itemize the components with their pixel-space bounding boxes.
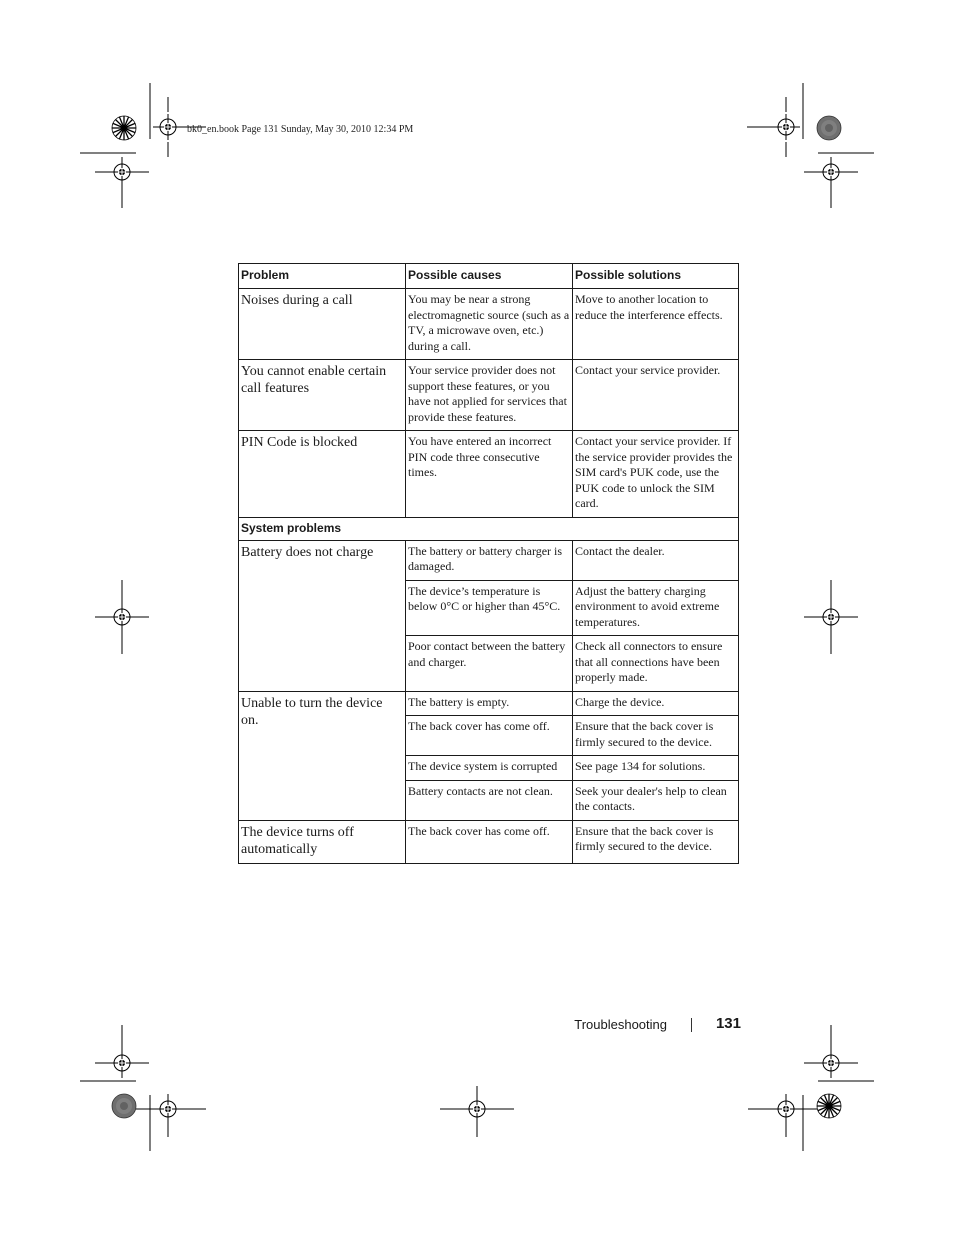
solution-cell: Adjust the battery charging environment to avoid extreme temperatures. [573,580,739,636]
registration-mark [818,1050,844,1076]
cause-cell: The back cover has come off. [406,716,573,756]
table-header-row [239,264,739,289]
solution-cell: Ensure that the back cover is firmly secured to the device. [573,820,739,863]
table-row [239,289,739,360]
registration-mark [109,604,135,630]
solution-cell: Contact your service provider. If the service provider provides the SIM card's PUK code, use the PUK code to unlock the SIM card. [573,431,739,518]
cause-cell: Poor contact between the battery and charger. [406,636,573,692]
solution-cell: See page 134 for solutions. [573,756,739,781]
cause-cell: The device system is corrupted [406,756,573,781]
cause-cell: You may be near a strong electromagnetic source (such as a TV, a microwave oven, etc.) during a call. [406,289,573,360]
cause-cell: Your service provider does not support these features, or you have not applied for services that provide these features. [406,360,573,431]
star-target-mark [112,116,136,140]
registration-mark [818,159,844,185]
cause-cell: Battery contacts are not clean. [406,780,573,820]
problem-cell: Noises during a call [239,289,406,360]
table-row [239,360,739,431]
solution-cell: Check all connectors to ensure that all connections have been properly made. [573,636,739,692]
problem-cell: You cannot enable certain call features [239,360,406,431]
solution-cell: Move to another location to reduce the interference effects. [573,289,739,360]
registration-mark [773,114,799,140]
solution-cell: Seek your dealer's help to clean the contacts. [573,780,739,820]
troubleshooting-table [238,263,739,864]
problem-cell: PIN Code is blocked [239,431,406,518]
cause-cell: The battery is empty. [406,691,573,716]
solution-cell: Charge the device. [573,691,739,716]
registration-mark [818,604,844,630]
solution-cell: Ensure that the back cover is firmly secured to the device. [573,716,739,756]
cause-cell: The back cover has come off. [406,820,573,863]
registration-mark [773,1096,799,1122]
page-number: 131 [715,1015,741,1032]
problem-cell: Battery does not charge [239,540,406,691]
table-row [239,820,739,863]
solution-cell: Contact the dealer. [573,540,739,580]
print-slug-line: bk0_en.book Page 131 Sunday, May 30, 2010 12:34 PM [187,124,414,135]
column-header-solutions: Possible solutions [573,264,739,289]
gray-target-mark [817,116,841,140]
table-row [239,691,739,716]
registration-mark [109,1050,135,1076]
star-target-mark [817,1094,841,1118]
cause-cell: The device’s temperature is below 0°C or higher than 45°C. [406,580,573,636]
cause-cell: The battery or battery charger is damaged. [406,540,573,580]
cause-cell: You have entered an incorrect PIN code three consecutive times. [406,431,573,518]
registration-mark [155,114,181,140]
problem-cell: The device turns off automatically [239,820,406,863]
page-footer [560,1014,741,1034]
column-header-causes: Possible causes [406,264,573,289]
problem-cell: Unable to turn the device on. [239,691,406,820]
solution-cell: Contact your service provider. [573,360,739,431]
footer-divider [691,1018,692,1032]
table-row [239,431,739,518]
registration-mark [109,159,135,185]
section-row [239,517,739,540]
registration-mark [464,1096,490,1122]
section-heading-system-problems: System problems [239,517,739,540]
gray-target-mark [112,1094,136,1118]
column-header-problem: Problem [239,264,406,289]
footer-section-title: Troubleshooting [574,1017,667,1032]
table-row [239,540,739,580]
registration-mark [155,1096,181,1122]
